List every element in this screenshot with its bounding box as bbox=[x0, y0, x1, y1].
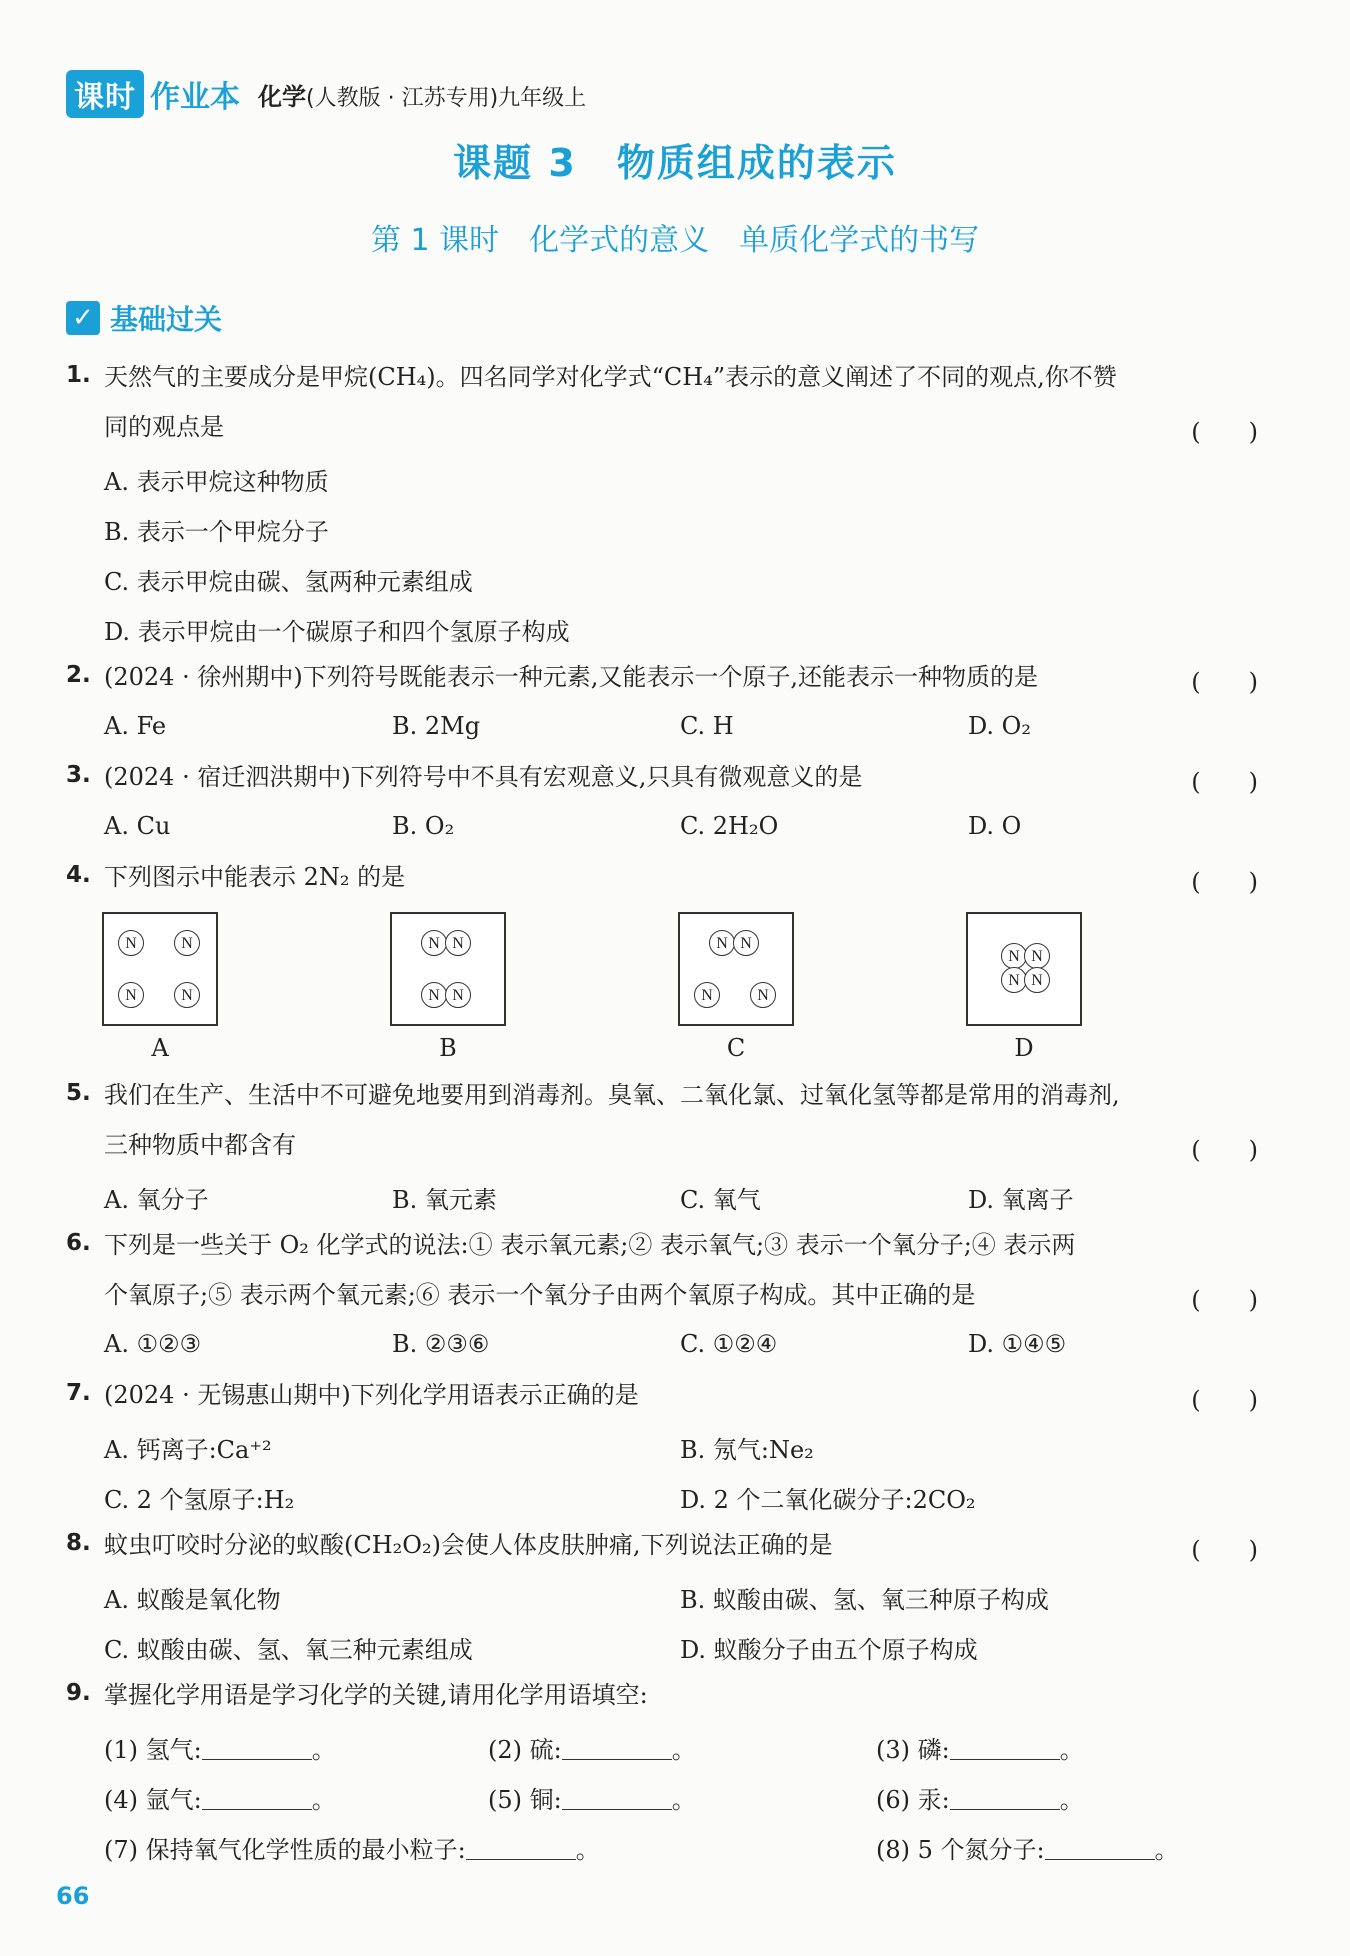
diagram-c-label: C bbox=[726, 1034, 746, 1062]
q6-number: 6. bbox=[66, 1230, 91, 1256]
q5-option-b[interactable]: B. 氧元素 bbox=[392, 1186, 497, 1214]
header bbox=[66, 70, 586, 118]
q9-item-4 bbox=[104, 1780, 336, 1815]
q9-item-8-label: (8) 5 个氮分子: bbox=[876, 1836, 1045, 1864]
q3-option-d[interactable]: D. O bbox=[968, 812, 1022, 840]
q9-item-8 bbox=[876, 1830, 1179, 1865]
q7-text: (2024 · 无锡惠山期中)下列化学用语表示正确的是 bbox=[104, 1381, 639, 1409]
atom-n: N bbox=[694, 982, 720, 1008]
q7-option-a[interactable]: A. 钙离子:Ca⁺² bbox=[104, 1436, 272, 1464]
q9-item-7 bbox=[104, 1830, 600, 1865]
diagram-c[interactable] bbox=[678, 912, 794, 1026]
q3-option-b[interactable]: B. O₂ bbox=[392, 812, 455, 840]
q9-blank-2[interactable] bbox=[562, 1737, 672, 1760]
atom-n: N bbox=[1024, 967, 1050, 993]
q8-option-b[interactable]: B. 蚁酸由碳、氢、氧三种原子构成 bbox=[680, 1586, 1049, 1614]
diagram-b[interactable] bbox=[390, 912, 506, 1026]
diagram-d-label: D bbox=[1014, 1034, 1034, 1062]
page-title: 课题 3 物质组成的表示 bbox=[453, 141, 897, 185]
q4-answer-paren[interactable]: ( ) bbox=[1191, 868, 1258, 896]
q2-option-c[interactable]: C. H bbox=[680, 712, 734, 740]
q9-blank-5[interactable] bbox=[562, 1787, 672, 1810]
header-edition: (人教版 · 江苏专用)九年级上 bbox=[306, 85, 587, 111]
q1-answer-paren[interactable]: ( ) bbox=[1191, 418, 1258, 446]
q7-answer-paren[interactable]: ( ) bbox=[1191, 1386, 1258, 1414]
q9-item-2 bbox=[488, 1730, 696, 1765]
q1-text-line2: 同的观点是 bbox=[104, 413, 224, 441]
atom-n: N bbox=[750, 982, 776, 1008]
q2-option-a[interactable]: A. Fe bbox=[104, 712, 167, 740]
atom-n: N bbox=[118, 982, 144, 1008]
q9-end-mark: 。 bbox=[671, 1786, 696, 1814]
q5-option-d[interactable]: D. 氧离子 bbox=[968, 1186, 1074, 1214]
q9-end-mark: 。 bbox=[671, 1736, 696, 1764]
q9-blank-4[interactable] bbox=[202, 1787, 312, 1810]
logo-sub: 作业本 bbox=[150, 80, 240, 115]
q8-number: 8. bbox=[66, 1530, 91, 1556]
q7-number: 7. bbox=[66, 1380, 91, 1406]
q9-blank-1[interactable] bbox=[202, 1737, 312, 1760]
q2-text: (2024 · 徐州期中)下列符号既能表示一种元素,又能表示一个原子,还能表示一种物质的是 bbox=[104, 663, 1038, 691]
atom-n: N bbox=[421, 930, 447, 956]
q7-option-b[interactable]: B. 氖气:Ne₂ bbox=[680, 1436, 814, 1464]
diagram-a-label: A bbox=[151, 1034, 169, 1062]
q5-text-line1: 我们在生产、生活中不可避免地要用到消毒剂。臭氧、二氧化氯、过氧化氢等都是常用的消毒剂, bbox=[104, 1081, 1120, 1109]
q9-item-1-label: (1) 氢气: bbox=[104, 1736, 202, 1764]
q9-item-1 bbox=[104, 1730, 336, 1765]
q5-number: 5. bbox=[66, 1080, 91, 1106]
q1-option-c[interactable]: C. 表示甲烷由碳、氢两种元素组成 bbox=[104, 568, 473, 596]
q7-option-c[interactable]: C. 2 个氢原子:H₂ bbox=[104, 1486, 295, 1514]
atom-n: N bbox=[1001, 943, 1027, 969]
q3-option-a[interactable]: A. Cu bbox=[104, 812, 171, 840]
q8-option-c[interactable]: C. 蚁酸由碳、氢、氧三种元素组成 bbox=[104, 1636, 473, 1664]
q4-number: 4. bbox=[66, 862, 91, 888]
q1-option-d[interactable]: D. 表示甲烷由一个碳原子和四个氢原子构成 bbox=[104, 618, 570, 646]
q9-end-mark: 。 bbox=[1059, 1786, 1084, 1814]
q2-answer-paren[interactable]: ( ) bbox=[1191, 668, 1258, 696]
q9-blank-3[interactable] bbox=[950, 1737, 1060, 1760]
q9-end-mark: 。 bbox=[575, 1836, 600, 1864]
q6-option-c[interactable]: C. ①②④ bbox=[680, 1330, 778, 1358]
q3-text: (2024 · 宿迁泗洪期中)下列符号中不具有宏观意义,只具有微观意义的是 bbox=[104, 763, 863, 791]
q9-text: 掌握化学用语是学习化学的关键,请用化学用语填空: bbox=[104, 1681, 648, 1709]
q6-text-line2: 个氧原子;⑤ 表示两个氧元素;⑥ 表示一个氧分子由两个氧原子构成。其中正确的是 bbox=[104, 1281, 976, 1309]
section-header bbox=[66, 298, 222, 338]
atom-n: N bbox=[174, 930, 200, 956]
q1-number: 1. bbox=[66, 362, 91, 388]
q8-answer-paren[interactable]: ( ) bbox=[1191, 1536, 1258, 1564]
q9-number: 9. bbox=[66, 1680, 91, 1706]
checkbox-icon: ✓ bbox=[66, 301, 100, 335]
logo bbox=[66, 70, 240, 118]
q9-item-7-label: (7) 保持氧气化学性质的最小粒子: bbox=[104, 1836, 466, 1864]
q9-end-mark: 。 bbox=[1059, 1736, 1084, 1764]
q6-text-line1: 下列是一些关于 O₂ 化学式的说法:① 表示氧元素;② 表示氧气;③ 表示一个氧分子;④ 表示两 bbox=[104, 1231, 1076, 1259]
logo-main: 课时 bbox=[66, 70, 144, 118]
atom-n: N bbox=[174, 982, 200, 1008]
diagram-d[interactable] bbox=[966, 912, 1082, 1026]
page-subtitle: 第 1 课时 化学式的意义 单质化学式的书写 bbox=[370, 223, 980, 258]
q9-item-3 bbox=[876, 1730, 1084, 1765]
atom-n: N bbox=[733, 930, 759, 956]
diagram-a[interactable] bbox=[102, 912, 218, 1026]
page-number: 66 bbox=[56, 1882, 90, 1910]
q9-item-2-label: (2) 硫: bbox=[488, 1736, 562, 1764]
q7-option-d[interactable]: D. 2 个二氧化碳分子:2CO₂ bbox=[680, 1486, 976, 1514]
q1-option-a[interactable]: A. 表示甲烷这种物质 bbox=[104, 468, 329, 496]
q2-option-d[interactable]: D. O₂ bbox=[968, 712, 1031, 740]
q9-item-6-label: (6) 汞: bbox=[876, 1786, 950, 1814]
q5-text-line2: 三种物质中都含有 bbox=[104, 1131, 296, 1159]
header-subject-line bbox=[258, 77, 586, 112]
q8-option-d[interactable]: D. 蚁酸分子由五个原子构成 bbox=[680, 1636, 978, 1664]
q5-option-c[interactable]: C. 氧气 bbox=[680, 1186, 761, 1214]
atom-n: N bbox=[445, 982, 471, 1008]
diagram-b-label: B bbox=[439, 1034, 457, 1062]
q2-option-b[interactable]: B. 2Mg bbox=[392, 712, 481, 740]
atom-n: N bbox=[421, 982, 447, 1008]
q3-option-c[interactable]: C. 2H₂O bbox=[680, 812, 779, 840]
q5-answer-paren[interactable]: ( ) bbox=[1191, 1136, 1258, 1164]
q4-text: 下列图示中能表示 2N₂ 的是 bbox=[104, 863, 406, 891]
header-subject: 化学 bbox=[258, 82, 306, 111]
atom-n: N bbox=[445, 930, 471, 956]
q2-number: 2. bbox=[66, 662, 91, 688]
section-label: 基础过关 bbox=[110, 303, 223, 336]
q3-number: 3. bbox=[66, 762, 91, 788]
atom-n: N bbox=[709, 930, 735, 956]
q8-text: 蚊虫叮咬时分泌的蚁酸(CH₂O₂)会使人体皮肤肿痛,下列说法正确的是 bbox=[104, 1531, 833, 1559]
q9-item-5-label: (5) 铜: bbox=[488, 1786, 562, 1814]
q9-item-5 bbox=[488, 1780, 696, 1815]
q6-option-b[interactable]: B. ②③⑥ bbox=[392, 1330, 490, 1358]
q9-item-3-label: (3) 磷: bbox=[876, 1736, 950, 1764]
q9-item-6 bbox=[876, 1780, 1084, 1815]
atom-n: N bbox=[118, 930, 144, 956]
q9-blank-7[interactable] bbox=[466, 1837, 576, 1860]
q8-option-a[interactable]: A. 蚁酸是氧化物 bbox=[104, 1586, 281, 1614]
q9-end-mark: 。 bbox=[1154, 1836, 1179, 1864]
q1-option-b[interactable]: B. 表示一个甲烷分子 bbox=[104, 518, 329, 546]
q1-text-line1: 天然气的主要成分是甲烷(CH₄)。四名同学对化学式“CH₄”表示的意义阐述了不同的观点,你不赞 bbox=[104, 363, 1117, 391]
q5-option-a[interactable]: A. 氧分子 bbox=[104, 1186, 209, 1214]
q9-blank-6[interactable] bbox=[950, 1787, 1060, 1810]
atom-n: N bbox=[1024, 943, 1050, 969]
q9-end-mark: 。 bbox=[311, 1736, 336, 1764]
q9-item-4-label: (4) 氩气: bbox=[104, 1786, 202, 1814]
q3-answer-paren[interactable]: ( ) bbox=[1191, 768, 1258, 796]
q6-answer-paren[interactable]: ( ) bbox=[1191, 1286, 1258, 1314]
q6-option-a[interactable]: A. ①②③ bbox=[104, 1330, 202, 1358]
q6-option-d[interactable]: D. ①④⑤ bbox=[968, 1330, 1067, 1358]
q9-blank-8[interactable] bbox=[1045, 1837, 1155, 1860]
q9-end-mark: 。 bbox=[311, 1786, 336, 1814]
atom-n: N bbox=[1001, 967, 1027, 993]
